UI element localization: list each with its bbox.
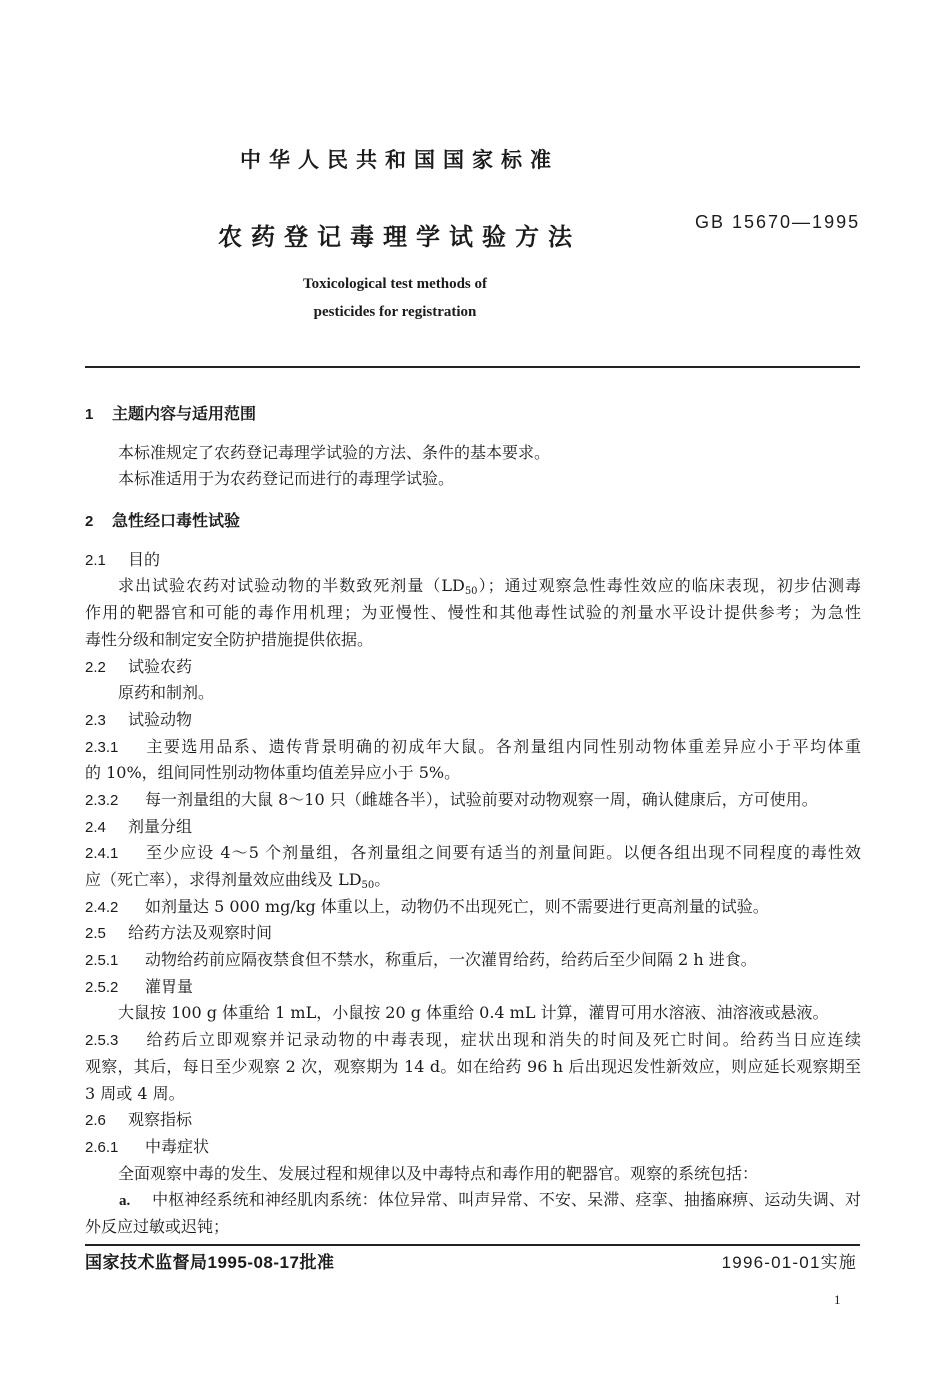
clause-text: 主要选用品系、遗传背景明确的初成年大鼠。各剂量组内同性别动物体重差异应小于平均体重 bbox=[145, 736, 861, 756]
paragraph-text: 大鼠按 100 g 体重给 1 mL，小鼠按 20 g 体重给 0.4 mL 计算，灌胃可用水溶液、油溶液或悬液。 bbox=[118, 1003, 829, 1023]
paragraph-text: 的 10%，组间同性别动物体重均值差异应小于 5%。 bbox=[85, 763, 461, 783]
clause-number: 2.5.2 bbox=[85, 978, 119, 996]
clause-title: 给药方法及观察时间 bbox=[128, 923, 273, 943]
section-number: 1 bbox=[85, 406, 94, 423]
paragraph-line bbox=[85, 1054, 861, 1081]
clause-title: 试验动物 bbox=[128, 709, 193, 729]
standard-type-heading: 中华人民共和国国家标准 bbox=[240, 148, 559, 172]
paragraph-text: 毒性分级和制定安全防护措施提供依据。 bbox=[85, 629, 374, 649]
clause-2-1-heading bbox=[85, 547, 861, 574]
clause-text: 至少应设 4～5 个剂量组，各剂量组之间要有适当的剂量间距。以便各组出现不同程度的毒性效 bbox=[145, 843, 861, 863]
paragraph-line bbox=[85, 1214, 861, 1241]
clause-number: 2.6.1 bbox=[85, 1138, 119, 1156]
clause-2-5-3 bbox=[85, 1027, 861, 1054]
clause-2-2-heading bbox=[85, 654, 861, 681]
effective-date: 1996-01-01实施 bbox=[721, 1253, 857, 1272]
clause-title: 目的 bbox=[128, 549, 161, 569]
clause-2-6-heading bbox=[85, 1107, 861, 1134]
paragraph-text: 原药和制剂。 bbox=[118, 683, 215, 703]
paragraph-text: 作用的靶器官和可能的毒作用机理；为亚慢性、慢性和其他毒性试验的剂量水平设计提供参考；为急性 bbox=[85, 603, 861, 623]
clause-number: 2.3.2 bbox=[85, 791, 119, 809]
clause-title: 试验农药 bbox=[128, 656, 193, 676]
title-en-line-2: pesticides for registration bbox=[313, 304, 477, 320]
paragraph-line bbox=[85, 1000, 861, 1027]
clause-2-5-heading bbox=[85, 920, 861, 947]
standard-number: GB 15670—1995 bbox=[695, 212, 861, 232]
clause-text: 动物给药前应隔夜禁食但不禁水，称重后，一次灌胃给药，给药后至少间隔 2 h 进食。 bbox=[145, 950, 757, 970]
paragraph-line bbox=[85, 573, 861, 600]
subscript: 50 bbox=[361, 880, 375, 891]
footer-divider bbox=[85, 1244, 860, 1246]
clause-number: 2.4.1 bbox=[85, 845, 119, 863]
section-1-heading bbox=[85, 401, 861, 428]
list-item-a bbox=[85, 1187, 861, 1214]
paragraph-text: 。 bbox=[374, 870, 391, 889]
section-title: 急性经口毒性试验 bbox=[112, 511, 241, 531]
list-item-text: 中枢神经系统和神经肌肉系统：体位异常、叫声异常、不安、呆滞、痉挛、抽搐麻痹、运动失调、对 bbox=[152, 1190, 861, 1210]
clause-2-4-2 bbox=[85, 894, 861, 921]
clause-title: 剂量分组 bbox=[128, 816, 193, 836]
paragraph-line bbox=[85, 1161, 861, 1188]
section-title: 主题内容与适用范围 bbox=[112, 404, 257, 423]
paragraph-text: 本标准适用于为农药登记而进行的毒理学试验。 bbox=[118, 469, 455, 489]
clause-title: 观察指标 bbox=[128, 1110, 193, 1130]
paragraph-line bbox=[85, 1081, 861, 1108]
clause-number: 2.3.1 bbox=[85, 738, 119, 756]
clause-2-5-1 bbox=[85, 947, 861, 974]
title-en-line-1: Toxicological test methods of bbox=[302, 276, 487, 292]
document-body bbox=[85, 401, 861, 1241]
clause-2-5-2 bbox=[85, 974, 861, 1001]
paragraph-line bbox=[85, 680, 861, 707]
clause-number: 2.2 bbox=[85, 658, 106, 676]
document-title-en bbox=[245, 270, 545, 326]
subscript: 50 bbox=[464, 586, 478, 598]
document-title-cn: 农药登记毒理学试验方法 bbox=[218, 223, 581, 251]
clause-2-3-2 bbox=[85, 787, 861, 814]
paragraph-line bbox=[85, 867, 861, 894]
paragraph-line bbox=[85, 440, 861, 467]
paragraph-text: ）；通过观察急性毒性效应的临床表现，初步估测毒 bbox=[477, 576, 861, 596]
page-number: 1 bbox=[834, 1292, 841, 1307]
section-2-heading bbox=[85, 508, 861, 535]
clause-2-4-heading bbox=[85, 814, 861, 841]
paragraph-text: 本标准规定了农药登记毒理学试验的方法、条件的基本要求。 bbox=[118, 442, 551, 462]
clause-text: 如剂量达 5 000 mg/kg 体重以上，动物仍不出现死亡，则不需要进行更高剂量的试验。 bbox=[145, 896, 769, 916]
clause-text: 每一剂量组的大鼠 8～10 只（雌雄各半），试验前要对动物观察一周，确认健康后，方可使用。 bbox=[145, 789, 818, 809]
clause-text: 给药后立即观察并记录动物的中毒表现，症状出现和消失的时间及死亡时间。给药当日应连续 bbox=[145, 1030, 861, 1050]
paragraph-line bbox=[85, 466, 861, 493]
paragraph-text: 全面观察中毒的发生、发展过程和规律以及中毒特点和毒作用的靶器官。观察的系统包括： bbox=[118, 1163, 759, 1183]
paragraph-text: 求出试验农药对试验动物的半数致死剂量（LD bbox=[118, 576, 465, 596]
clause-number: 2.6 bbox=[85, 1112, 106, 1130]
clause-text: 中毒症状 bbox=[145, 1136, 210, 1156]
approval-info: 国家技术监督局1995-08-17批准 bbox=[85, 1253, 335, 1272]
clause-number: 2.5.3 bbox=[85, 1032, 119, 1050]
clause-number: 2.1 bbox=[85, 551, 106, 569]
clause-number: 2.5.1 bbox=[85, 952, 119, 970]
header-divider bbox=[85, 366, 860, 368]
list-marker: a. bbox=[119, 1193, 131, 1210]
clause-2-3-1 bbox=[85, 734, 861, 761]
section-number: 2 bbox=[85, 513, 94, 531]
paragraph-text: 应（死亡率），求得剂量效应曲线及 LD bbox=[85, 870, 362, 889]
paragraph-line bbox=[85, 760, 861, 787]
paragraph-text: 3 周或 4 周。 bbox=[85, 1083, 185, 1103]
paragraph-text: 外反应过敏或迟钝； bbox=[85, 1216, 230, 1236]
clause-number: 2.5 bbox=[85, 925, 106, 943]
clause-text: 灌胃量 bbox=[145, 976, 194, 996]
clause-2-4-1 bbox=[85, 840, 861, 867]
paragraph-line bbox=[85, 627, 861, 654]
paragraph-line bbox=[85, 600, 861, 627]
clause-2-6-1 bbox=[85, 1134, 861, 1161]
clause-number: 2.4 bbox=[85, 818, 106, 836]
clause-number: 2.4.2 bbox=[85, 898, 119, 916]
clause-number: 2.3 bbox=[85, 711, 106, 729]
clause-2-3-heading bbox=[85, 707, 861, 734]
paragraph-text: 观察，其后，每日至少观察 2 次，观察期为 14 d。如在给药 96 h 后出现迟发性新效应，则应延长观察期至 bbox=[85, 1056, 861, 1076]
